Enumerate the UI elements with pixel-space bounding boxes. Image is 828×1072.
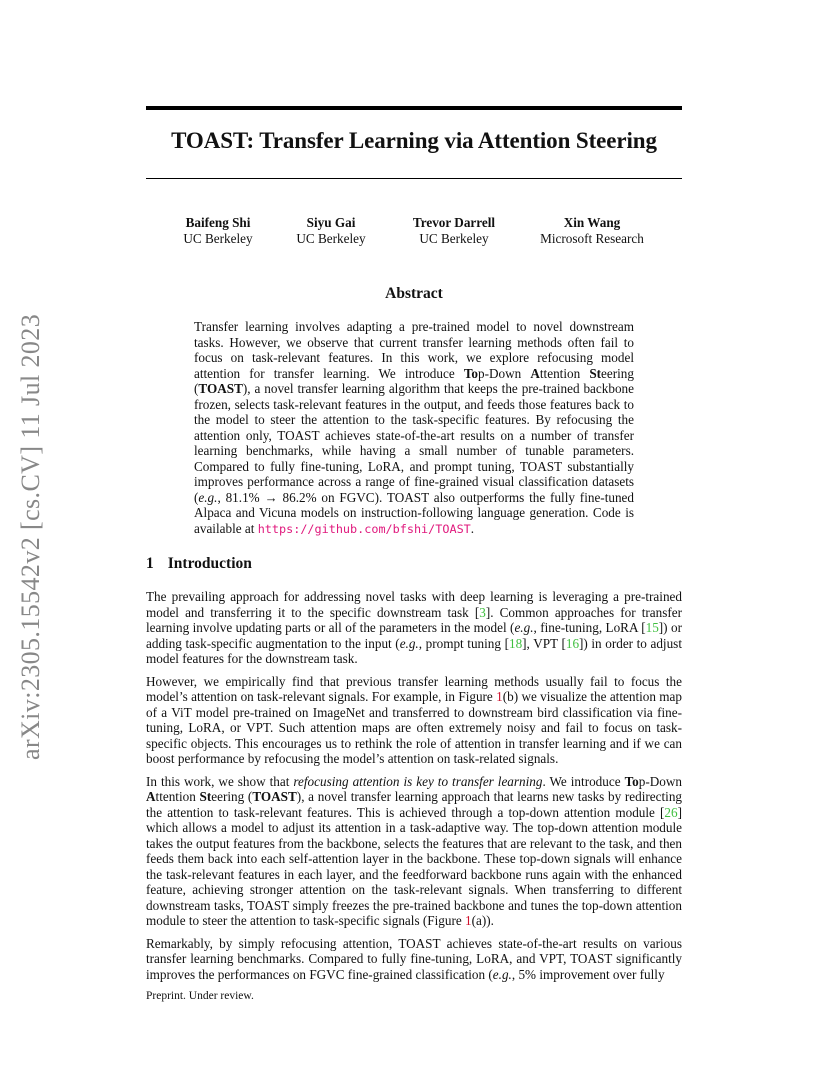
abstract-heading: Abstract: [385, 285, 443, 302]
author-name: Xin Wang: [563, 215, 621, 230]
paper-title: TOAST: Transfer Learning via Attention Steering: [171, 128, 657, 153]
author-name: Baifeng Shi: [185, 215, 251, 230]
arxiv-side-identifier: arXiv:2305.15542v2 [cs.CV] 11 Jul 2023: [16, 313, 45, 760]
title-top-rule: [146, 106, 682, 110]
introduction-body: [146, 589, 682, 989]
paragraph: Remarkably, by simply refocusing attention, TOAST achieves state-of-the-art results on various transfer learning benchmarks. Compared to fully fine-tuning, LoRA, and VPT, TOAST significantly improves the performances on FGVC fine-grained classification (e.g., 5% improvement over fully: [146, 935, 682, 982]
code-link[interactable]: https://github.com/bfshi/TOAST: [257, 521, 471, 536]
author-block: [530, 215, 654, 247]
citation-link[interactable]: 3: [479, 604, 486, 620]
section-title: Introduction: [167, 555, 252, 572]
author-block: [168, 215, 268, 247]
figure-reference-link[interactable]: 1: [465, 913, 472, 928]
paragraph: The prevailing approach for addressing novel tasks with deep learning is leveraging a pre-trained model and transferring it to the specific downstream task [3]. Common approaches for transfer learning involve updating parts or all of the parameters in the model (e.g., fine-tuning, LoRA [15]) or adding task-specific augmentation to the input (e.g., prompt tuning [18], VPT [16]) in order to adjust model features for the downstream task.: [146, 589, 682, 666]
section-heading: [146, 555, 252, 573]
paragraph: In this work, we show that refocusing attention is key to transfer learning. We introduce Top-Down Attention Steering (TOAST), a novel transfer learning approach that learns new tasks by redirecting the attention to task-relevant features. This is achieved through a top-down attention module [26] which allows a model to adjust its attention in a task-adaptive way. The top-down attention module takes the output features from the backbone, selects the features that are relevant to the task, and then feeds them back into each self-attention layer in the backbone. These top-down signals will enhance the task-relevant features in each layer, and the feedforward backbone runs again with the enhanced feature, achieving stronger attention on the task-relevant signals. When transferring to different downstream tasks, TOAST simply freezes the pre-trained backbone and tunes the top-down attention module to steer the attention to task-specific signals (Figure 1(a)).: [146, 773, 683, 928]
citation-link[interactable]: 15: [645, 620, 659, 635]
author-affiliation: UC Berkeley: [183, 231, 253, 246]
citation-link[interactable]: 18: [508, 635, 523, 651]
citation-link[interactable]: 26: [664, 804, 678, 820]
author-affiliation: UC Berkeley: [296, 231, 366, 246]
section-number: 1: [146, 555, 154, 572]
footer-note: Preprint. Under review.: [146, 990, 254, 1002]
author-name: Siyu Gai: [306, 215, 356, 230]
author-affiliation: Microsoft Research: [540, 231, 644, 246]
author-name: Trevor Darrell: [412, 215, 496, 230]
author-block: [396, 215, 512, 247]
author-affiliation: UC Berkeley: [419, 231, 489, 246]
citation-link[interactable]: 16: [565, 635, 580, 651]
abstract-body: Transfer learning involves adapting a pre-trained model to novel downstream tasks. However, we observe that current transfer learning methods often fail to focus on task-relevant features. In this work, we explore refocusing model attention for transfer learning. We introduce Top-Down Attention Steering (TOAST), a novel transfer learning algorithm that keeps the pre-trained backbone frozen, selects task-relevant features in the output, and feeds those features back to the model to steer the attention to the task-specific features. By refocusing the attention only, TOAST achieves state-of-the-art results on a number of transfer learning benchmarks, while having a small number of tunable parameters. Compared to fully fine-tuning, LoRA, and prompt tuning, TOAST substantially improves performance across a range of fine-grained visual classification datasets (e.g., 81.1% → 86.2% on FGVC). TOAST also outperforms the fully fine-tuned Alpaca and Vicuna models on instruction-following language generation. Code is available at https://github.com/bfshi/TOAST.: [194, 319, 634, 536]
paragraph: However, we empirically find that previous transfer learning methods usually fail to focus the model’s attention on task-relevant signals. For example, in Figure 1(b) we visualize the attention map of a ViT model pre-trained on ImageNet and transferred to downstream bird classification via fine-tuning, LoRA, or VPT. Such attention maps are often extremely noisy and fail to focus on task-specific objects. This encourages us to rethink the role of attention in transfer learning and if we can boost performance by refocusing the model’s attention on task-related signals.: [146, 673, 683, 766]
author-block: [281, 215, 381, 247]
figure-reference-link[interactable]: 1: [496, 689, 503, 704]
title-bottom-rule: [146, 178, 682, 179]
